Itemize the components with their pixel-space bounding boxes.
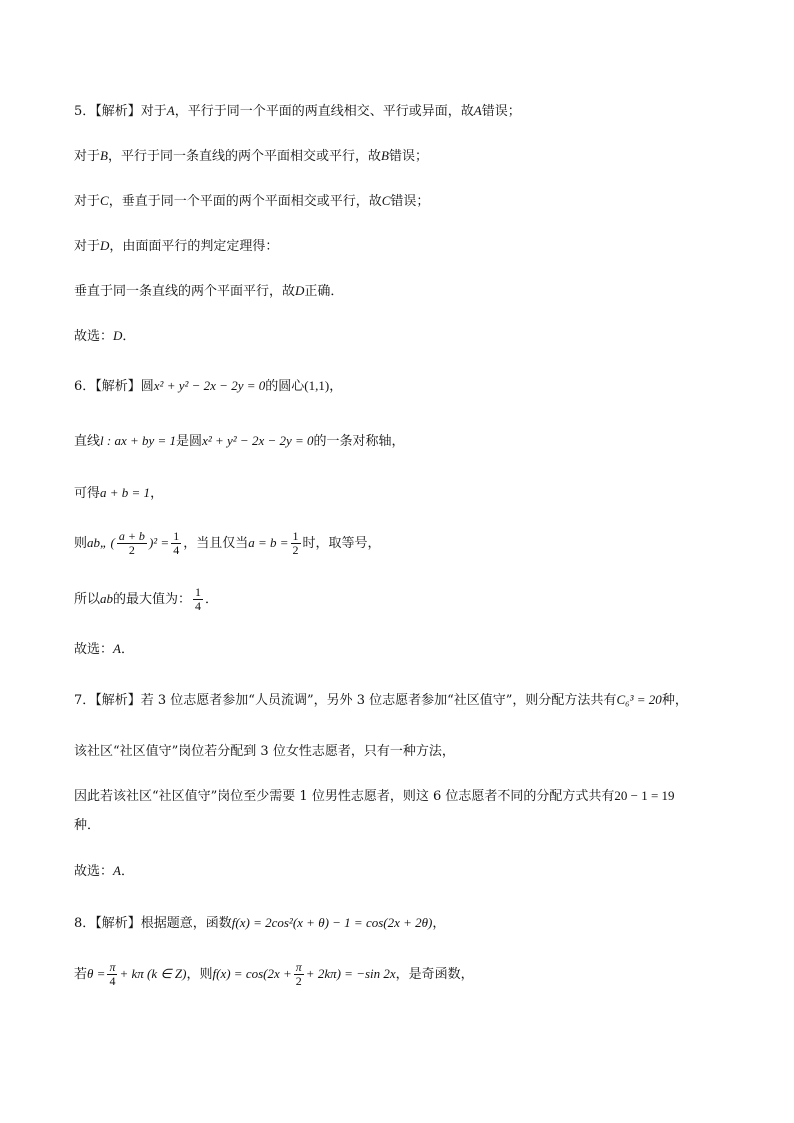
text: ，平行于同一个平面的两直线相交、平行或异面，故 [174, 104, 474, 119]
q6-line-6 [74, 639, 134, 660]
numerator: 1 [173, 529, 180, 543]
equation: θ = [87, 966, 106, 981]
text: ，是奇函数， [395, 967, 474, 982]
equation: (1,1) [304, 378, 330, 393]
text: 6．【解析】圆 [74, 379, 154, 394]
equation: x² + y² − 2x − 2y = 0 [202, 433, 314, 448]
denominator: 2 [295, 974, 302, 988]
denominator: 2 [292, 543, 299, 557]
q7-line-5 [74, 861, 134, 882]
var: B [100, 148, 108, 163]
text: 的一条对称轴， [313, 434, 405, 449]
q6-line-1 [74, 376, 342, 397]
var: D [113, 328, 123, 343]
text: 错误； [388, 149, 428, 164]
var: C [100, 193, 109, 208]
numerator: a + b [118, 529, 145, 543]
text: ，平行于同一条直线的两个平面相交或平行，故 [107, 149, 381, 164]
denominator: 4 [109, 974, 116, 988]
equation: 20 − 1 = 19 [614, 788, 675, 803]
fraction [171, 530, 181, 557]
text: 的最大值为： [113, 592, 192, 607]
var: A [113, 641, 121, 656]
q7-line-4 [74, 816, 100, 836]
var: ab [100, 591, 114, 606]
equation: f(x) = 2cos²(x + θ) − 1 = cos(2x + 2θ) [231, 915, 433, 930]
text: 种． [74, 818, 101, 833]
text: 对于 [74, 194, 101, 209]
q5-line-5 [74, 281, 343, 302]
equation: a = b = [248, 535, 289, 550]
text: 错误； [390, 194, 430, 209]
numerator: π [109, 960, 116, 974]
q6-line-2 [74, 431, 405, 452]
equation: f(x) = cos(2x + [212, 966, 292, 981]
equation: + 2kπ) = −sin 2x [305, 966, 396, 981]
equation: + kπ (k ∈ Z) [119, 966, 187, 981]
text: 7．【解析】若 3 位志愿者参加“人员流调”，另外 3 位志愿者参加“社区值守”，则分配方法共有 [74, 693, 617, 708]
text: 故选： [74, 642, 114, 657]
q5-line-3 [74, 191, 429, 212]
text: 若 [74, 967, 88, 982]
q5-line-6 [74, 326, 135, 347]
fraction [193, 586, 203, 613]
var: A [473, 103, 482, 118]
text: ，由面面平行的判定定理得： [109, 239, 279, 254]
text: 则 [74, 536, 88, 551]
text: 垂直于同一条直线的两个平面平行，故 [74, 284, 296, 299]
text: 种， [661, 693, 688, 708]
numerator: π [295, 960, 302, 974]
var: B [380, 148, 389, 163]
q5-line-4 [74, 236, 278, 257]
text: ， [432, 916, 446, 931]
text: ， [329, 379, 343, 394]
fraction [291, 530, 301, 557]
var: D [295, 283, 305, 298]
q5-line-1 [74, 101, 521, 122]
numerator: 1 [195, 585, 202, 599]
text: 可得 [74, 486, 101, 501]
text: 对于 [74, 149, 101, 164]
q6-line-4 [74, 525, 381, 562]
text: 正确． [304, 284, 344, 299]
text: 8．【解析】根据题意，函数 [74, 916, 232, 931]
text: 是圆 [176, 434, 203, 449]
text: 5．【解析】对于 [74, 104, 167, 119]
numerator: 1 [292, 529, 299, 543]
q7-line-2 [74, 742, 455, 762]
text: ． [120, 864, 134, 879]
q7-line-3 [74, 786, 675, 807]
q5-line-2 [74, 146, 428, 167]
equation: ab„ ( [87, 535, 115, 550]
text: 直线 [74, 434, 101, 449]
text: 该社区“社区值守”岗位若分配到 3 位女性志愿者，只有一种方法， [74, 744, 455, 759]
text: 故选： [74, 329, 114, 344]
text: ，当且仅当 [183, 536, 249, 551]
text: 故选： [74, 864, 114, 879]
equation: l : ax + by = 1 [100, 433, 177, 448]
text: 因此若该社区“社区值守”岗位至少需要 1 位男性志愿者，则这 6 位志愿者不同的分配方式共有 [74, 789, 615, 804]
fraction [117, 530, 147, 557]
equation: C₆³ = 20 [616, 692, 662, 707]
q7-line-1 [74, 690, 688, 711]
q6-line-3 [74, 483, 163, 504]
equation: x² + y² − 2x − 2y = 0 [153, 378, 266, 393]
denominator: 4 [195, 599, 202, 613]
text: ． [120, 642, 134, 657]
text: 的圆心 [265, 379, 305, 394]
q8-line-2 [74, 956, 474, 993]
text: ，垂直于同一个平面的两个平面相交或平行，故 [108, 194, 382, 209]
var: A [113, 863, 121, 878]
text: ， [150, 486, 164, 501]
equation: a + b = 1 [100, 485, 151, 500]
denominator: 4 [173, 543, 180, 557]
fraction [107, 961, 117, 988]
text: 错误； [481, 104, 521, 119]
var: C [381, 193, 391, 208]
text: 所以 [74, 592, 101, 607]
text: ． [205, 592, 219, 607]
var: D [100, 238, 110, 253]
text: ． [122, 329, 136, 344]
q8-line-1 [74, 913, 445, 934]
fraction [294, 961, 304, 988]
text: 时，取等号， [302, 536, 381, 551]
text: 对于 [74, 239, 101, 254]
equation: )² = [148, 535, 170, 550]
text: ，则 [186, 967, 213, 982]
var: A [166, 103, 175, 118]
denominator: 2 [128, 543, 135, 557]
q6-line-5 [74, 581, 218, 618]
